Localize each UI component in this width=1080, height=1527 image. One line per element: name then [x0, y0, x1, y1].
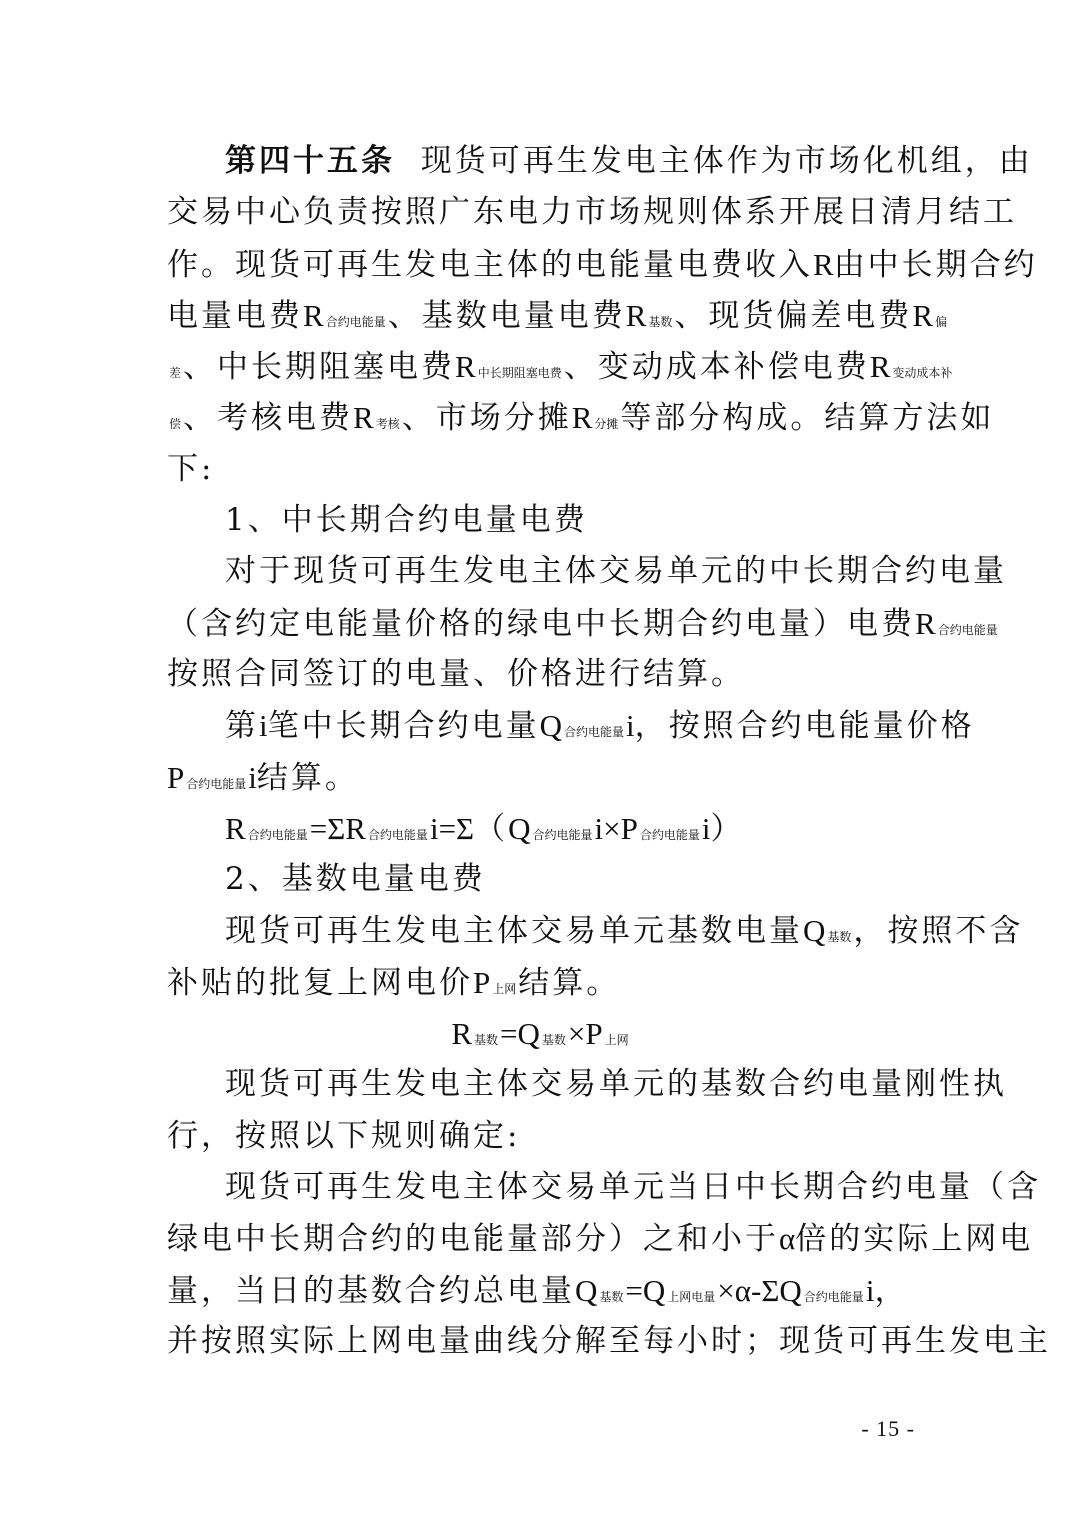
equals-sign: = [625, 1272, 643, 1308]
symbol-r: R [345, 810, 366, 846]
subscript: 合约电能量 [564, 725, 625, 740]
sec2-line-3 [167, 1059, 1007, 1110]
symbol-alpha: α [734, 1272, 752, 1308]
symbol-p: P [620, 810, 638, 846]
subscript: 上网 [492, 981, 517, 996]
symbol-r: R [451, 1016, 473, 1052]
body-text: 补贴的批复上网电价 [167, 964, 473, 1001]
subscript: 合约电能量 [325, 314, 386, 329]
sec1-line-3 [167, 649, 915, 700]
body-text: 绿电中长期合约的电能量部分）之和小于 [167, 1221, 779, 1258]
symbol-alpha: α [779, 1221, 796, 1257]
minus-sign: - [751, 1272, 762, 1308]
symbol-r: R [625, 297, 647, 333]
article-line-2 [167, 187, 1017, 238]
times-sign: × [567, 1016, 586, 1052]
article-text: 、基数电量电费 [387, 297, 626, 334]
symbol-r: R [455, 349, 476, 385]
symbol-r: R [571, 400, 593, 436]
body-text: ，按照合约电能量价格 [634, 708, 975, 745]
section-1-title [167, 495, 915, 546]
sigma-sign: Σ [456, 810, 475, 846]
symbol-i: i [701, 810, 711, 846]
article-line-6 [167, 392, 995, 443]
article-line-4 [167, 290, 948, 341]
symbol-r: R [303, 297, 324, 333]
subscript: 差 [169, 366, 182, 381]
symbol-i: i [248, 759, 257, 795]
symbol-i: i [626, 708, 635, 744]
article-line-5 [167, 341, 953, 392]
article-line-7 [167, 444, 915, 495]
sec2-line-2 [167, 957, 915, 1008]
article-text: 作。现货可再生发电主体的电能量电费收入 [167, 246, 813, 283]
symbol-r: R [225, 810, 246, 846]
section-title: 2、基数电量电费 [225, 861, 486, 898]
paren-close: ） [710, 810, 745, 847]
symbol-r: R [353, 400, 374, 436]
subscript: 考核 [375, 417, 400, 432]
body-text: 结算。 [256, 759, 359, 796]
symbol-q: Q [517, 1016, 540, 1052]
subscript: 变动成本补 [892, 366, 953, 381]
article-text: 、现货偏差电费 [674, 297, 913, 334]
article-text: 现货可再生发电主体作为市场化机组，由 [420, 143, 1033, 179]
subscript: 合约电能量 [367, 827, 428, 842]
article-line-1 [167, 136, 1033, 187]
sec1-line-2 [167, 598, 998, 649]
symbol-q: Q [779, 1272, 802, 1308]
subscript: 基数 [599, 1289, 624, 1304]
subscript: 合约电能量 [937, 622, 998, 637]
times-sign: × [717, 1272, 735, 1308]
subscript: 基数 [474, 1033, 499, 1048]
body-text: 按照合同签订的电量、价格进行结算。 [167, 655, 745, 692]
section-title: 1、中长期合约电量电费 [225, 502, 588, 539]
symbol-q: Q [539, 708, 563, 744]
sec2-line-1 [167, 905, 1024, 956]
times-sign: × [603, 810, 621, 846]
subscript: 基数 [648, 314, 673, 329]
subscript: 分摊 [594, 417, 619, 432]
symbol-p: P [585, 1016, 603, 1052]
body-text: 并按照实际上网电量曲线分解至每小时；现货可再生发电主 [167, 1322, 1051, 1359]
article-text: 交易中心负责按照广东电力市场规则体系开展日清月结工 [167, 194, 1017, 231]
subscript: 偿 [169, 417, 182, 432]
page-number: - 15 - [861, 1416, 915, 1441]
article-text: 下: [167, 450, 215, 487]
body-text: 倍的实际上网电 [795, 1221, 1034, 1258]
equals-sign: = [438, 810, 457, 846]
sec2-line-7: 量，当日的基数合约总电量Q 基数=Q 上网电量×α-ΣQ 合约电能量i， [167, 1272, 909, 1309]
body-text: （含约定电能量价格的绿电中长期合约电量）电费 [167, 605, 915, 642]
symbol-p: P [473, 964, 491, 1000]
subscript: 上网 [604, 1033, 629, 1048]
article-text: 电量电费 [167, 297, 303, 334]
equals-sign: = [309, 810, 328, 846]
symbol-r: R [912, 297, 934, 333]
symbol-q: Q [575, 1272, 598, 1308]
symbol-r: R [813, 246, 834, 282]
paren-open: （ [474, 810, 509, 847]
article-text: 、市场分摊 [401, 400, 572, 437]
symbol-r: R [915, 605, 936, 641]
symbol-q: Q [642, 1272, 666, 1308]
subscript: 中长期阻塞电费 [477, 366, 562, 381]
sec1-line-4 [167, 700, 975, 751]
body-text: 现货可再生发电主体交易单元的基数合约电量刚性执 [225, 1066, 1007, 1103]
body-text: 笔中长期合约电量 [267, 708, 540, 745]
sec2-line-4 [167, 1111, 915, 1162]
symbol-q: Q [508, 810, 531, 846]
subscript: 基数 [827, 930, 852, 945]
body-text: 现货可再生发电主体交易单元基数电量 [225, 913, 803, 950]
sec2-line-6 [167, 1213, 1034, 1264]
section-2-title [167, 854, 915, 905]
article-text: 等部分构成。结算方法如 [620, 400, 995, 437]
article-text: 、考核电费 [183, 400, 354, 437]
subscript: 合约电能量 [639, 827, 700, 842]
sigma-sign: Σ [327, 810, 346, 846]
subscript: 合约电能量 [186, 776, 247, 791]
subscript: 合约电能量 [532, 827, 593, 842]
subscript: 偏 [935, 314, 948, 329]
body-text: 现货可再生发电主体交易单元当日中长期合约电量（含 [225, 1168, 1041, 1205]
sec1-line-1 [167, 546, 1007, 597]
article-text: 由中长期合约 [833, 246, 1038, 283]
subscript: 合约电能量 [803, 1289, 864, 1304]
symbol-i: i [259, 708, 268, 744]
symbol-i: i [594, 810, 604, 846]
sec2-line-5 [167, 1162, 1041, 1213]
symbol-i: i [429, 810, 439, 846]
formula-1 [167, 803, 915, 854]
symbol-i: i [865, 1272, 875, 1308]
body-text: 行，按照以下规则确定: [167, 1117, 521, 1154]
symbol-q: Q [803, 913, 826, 949]
sec1-line-5 [167, 752, 915, 803]
article-text: 、中长期阻塞电费 [183, 349, 456, 386]
symbol-r: R [869, 349, 891, 385]
equals-sign: = [500, 1016, 518, 1052]
article-text: 、变动成本补偿电费 [563, 349, 870, 386]
article-heading: 第四十五条 [225, 143, 395, 179]
subscript: 合约电能量 [247, 827, 308, 842]
subscript: 上网电量 [667, 1289, 716, 1304]
body-text: 量，当日的基数合约总电量 [167, 1272, 575, 1309]
body-text: ，按照不含 [853, 913, 1024, 950]
subscript: 基数 [541, 1033, 566, 1048]
body-text: 对于现货可再生发电主体交易单元的中长期合约电量 [225, 553, 1007, 590]
body-text: 第 [225, 708, 259, 745]
sec2-line-8 [167, 1316, 1051, 1367]
document-body [167, 136, 1051, 1367]
sigma-sign: Σ [761, 1272, 780, 1308]
article-line-3 [167, 239, 1038, 290]
formula-2 [167, 1008, 915, 1059]
body-text: 结算。 [518, 964, 621, 1001]
symbol-p: P [167, 759, 185, 795]
